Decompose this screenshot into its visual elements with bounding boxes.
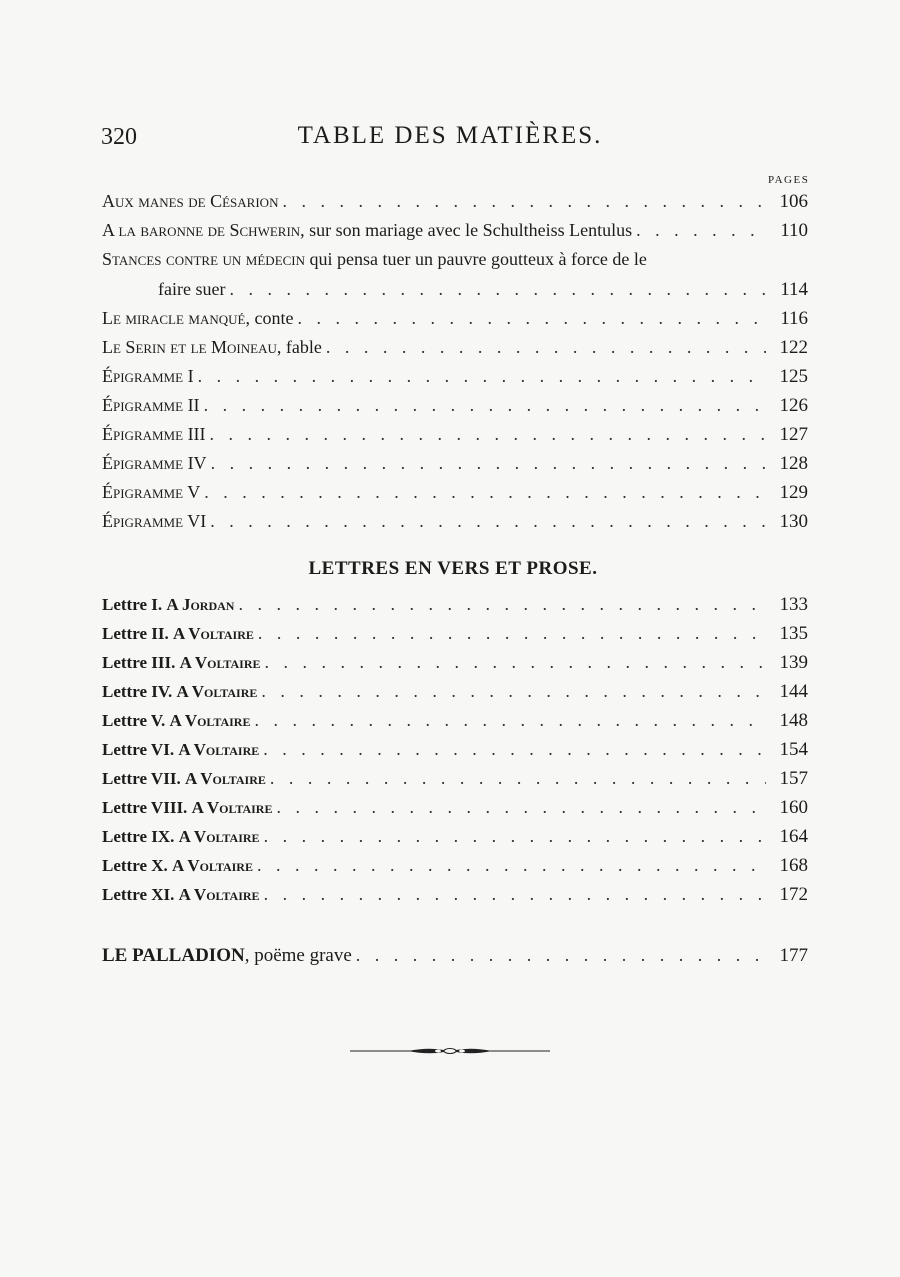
toc-page-number: 177	[779, 945, 808, 966]
leader-dots	[204, 482, 766, 503]
toc-page-number: 122	[779, 337, 808, 358]
leader-dots	[204, 395, 766, 416]
toc-entry[interactable]: Lettre III. A Voltaire . . . 139	[102, 652, 808, 681]
leader-dots	[326, 337, 766, 358]
toc-entry[interactable]: Stances contre un médecin qui pensa tuer un pauvre goutteux à force de le faire suer . . . 114	[102, 249, 808, 308]
toc-entry[interactable]: Lettre IV. A Voltaire . . . 144	[102, 681, 808, 710]
toc-page-number: 135	[779, 623, 808, 644]
leader-dots	[198, 366, 766, 387]
toc-page-number: 160	[779, 797, 808, 818]
leader-dots	[238, 594, 766, 615]
toc-page-number: 144	[779, 681, 808, 702]
leader-dots	[264, 884, 766, 905]
toc-page-number: 114	[780, 279, 808, 300]
toc-page-number: 106	[779, 191, 808, 212]
leader-dots	[270, 768, 766, 789]
toc-entry[interactable]: Lettre VI. A Voltaire . . . 154	[102, 739, 808, 768]
section-heading-letters: LETTRES EN VERS ET PROSE.	[308, 558, 598, 579]
toc-entry[interactable]: Épigramme V . . . 129	[102, 482, 808, 511]
leader-dots	[636, 220, 766, 241]
toc-entry[interactable]: Épigramme II . . . 126	[102, 395, 808, 424]
leader-dots	[258, 623, 766, 644]
toc-page-number: 116	[780, 308, 808, 329]
toc-page-number: 127	[779, 424, 808, 445]
toc-entry[interactable]: Épigramme VI . . . 130	[102, 511, 808, 540]
toc-section-palladion	[102, 945, 808, 974]
leader-dots	[210, 511, 766, 532]
toc-entry[interactable]: Épigramme III . . . 127	[102, 424, 808, 453]
toc-entry[interactable]: Lettre IX. A Voltaire . . . 164	[102, 826, 808, 855]
ornamental-rule-icon	[348, 1044, 552, 1058]
toc-entry[interactable]: Aux manes de Césarion . . . 106	[102, 191, 808, 220]
toc-entry[interactable]: Lettre V. A Voltaire . . . 148	[102, 710, 808, 739]
toc-entry[interactable]: Lettre X. A Voltaire . . . 168	[102, 855, 808, 884]
leader-dots	[297, 308, 766, 329]
leader-dots	[210, 424, 766, 445]
toc-entry[interactable]: Lettre VIII. A Voltaire . . . 160	[102, 797, 808, 826]
toc-page-number: 148	[779, 710, 808, 731]
leader-dots	[265, 652, 766, 673]
pages-label: PAGES	[768, 174, 810, 186]
leader-dots	[254, 710, 766, 731]
leader-dots	[263, 739, 766, 760]
toc-page-number: 129	[779, 482, 808, 503]
leader-dots	[356, 945, 766, 966]
toc-entry[interactable]: Épigramme I . . . 125	[102, 366, 808, 395]
toc-page-number: 168	[779, 855, 808, 876]
toc-section-poems	[102, 191, 808, 540]
toc-entry[interactable]: Lettre VII. A Voltaire . . . 157	[102, 768, 808, 797]
toc-page-number: 125	[779, 366, 808, 387]
toc-page-number: 128	[779, 453, 808, 474]
page-number: 320	[101, 124, 137, 150]
toc-entry[interactable]: Épigramme IV . . . 128	[102, 453, 808, 482]
toc-entry[interactable]: Le miracle manqué, conte . . . 116	[102, 308, 808, 337]
toc-entry[interactable]: Lettre XI. A Voltaire . . . 172	[102, 884, 808, 913]
toc-page-number: 154	[779, 739, 808, 760]
toc-page-number: 172	[779, 884, 808, 905]
toc-page-number: 130	[779, 511, 808, 532]
toc-entry[interactable]: Lettre I. A Jordan . . . 133	[102, 594, 808, 623]
toc-entry[interactable]: LE PALLADION, poëme grave . . . 177	[102, 945, 808, 974]
toc-entry[interactable]: A la baronne de Schwerin, sur son mariage avec le Schultheiss Lentulus . . . 110	[102, 220, 808, 249]
leader-dots	[282, 191, 766, 212]
toc-entry[interactable]: Lettre II. A Voltaire . . . 135	[102, 623, 808, 652]
toc-page-number: 157	[779, 768, 808, 789]
leader-dots	[211, 453, 766, 474]
leader-dots	[229, 279, 766, 300]
toc-section-letters	[102, 594, 808, 913]
toc-page-number: 126	[779, 395, 808, 416]
leader-dots	[261, 681, 766, 702]
toc-page-number: 133	[779, 594, 808, 615]
running-title: TABLE DES MATIÈRES.	[297, 122, 603, 149]
leader-dots	[264, 826, 766, 847]
leader-dots	[257, 855, 766, 876]
toc-page-number: 110	[780, 220, 808, 241]
toc-page-number: 164	[779, 826, 808, 847]
toc-entry[interactable]: Le Serin et le Moineau, fable . . . 122	[102, 337, 808, 366]
toc-page-number: 139	[779, 652, 808, 673]
leader-dots	[276, 797, 766, 818]
